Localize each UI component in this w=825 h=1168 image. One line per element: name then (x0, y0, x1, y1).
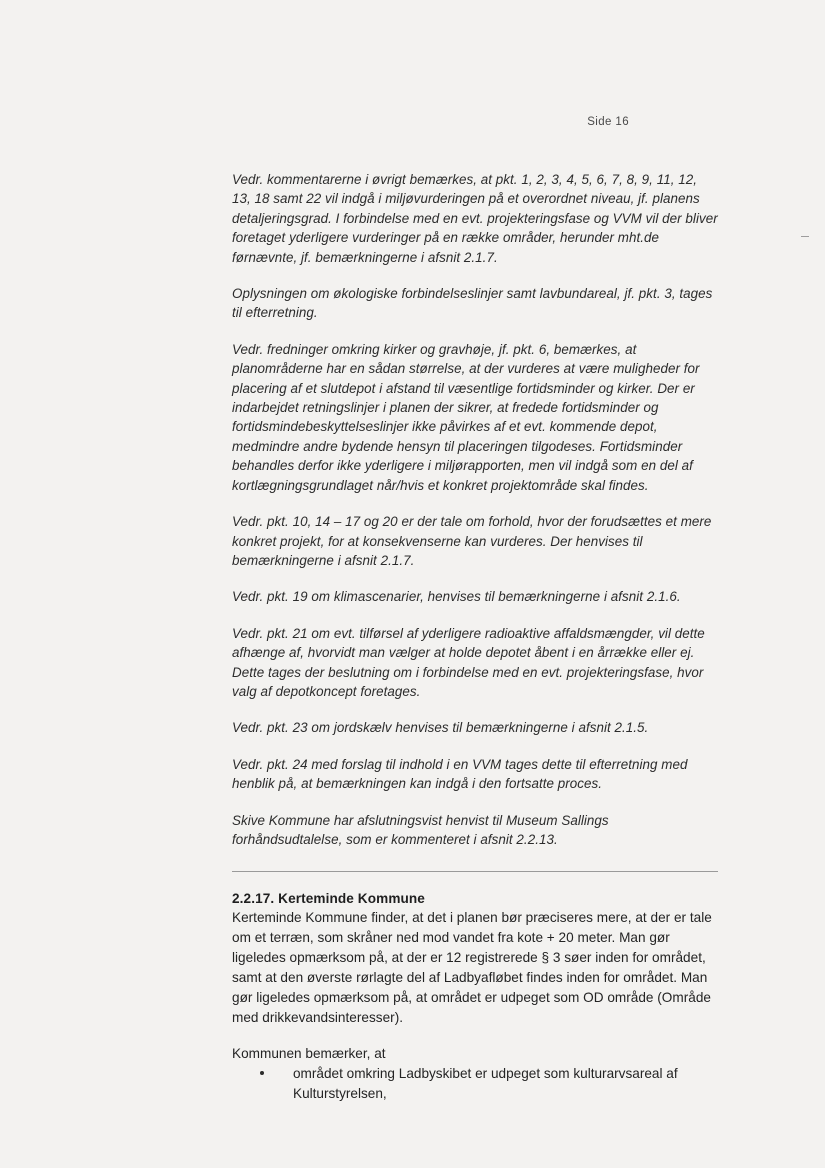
page-number: Side 16 (587, 116, 629, 128)
paragraph-italic-2: Oplysningen om økologiske forbindelseslinjer samt lavbundareal, jf. pkt. 3, tages til efterretning. (232, 286, 713, 321)
section-divider (232, 871, 718, 872)
paragraph-italic-9: Skive Kommune har afslutningsvist henvist til Museum Sallings forhåndsudtalelse, som er kommenteret i afsnit 2.2.13. (232, 812, 609, 847)
paragraph-italic-3: Vedr. fredninger omkring kirker og gravhøje, jf. pkt. 6, bemærkes, at planområderne har en sådan størrelse, at der vurderes at være muligheder for placering af et slutdepot i afstand til væsentlige fortidsminder og kirker. Der er indarbejdet retningslinjer i planen der sikrer, at fredede fortidsminder og fortidsmindebeskyttelseslinjer ikke påvirkes af et evt. kommende depot, medmindre andre bydende hensyn til placeringen tilgodeses. Fortidsminder behandles derfor ikke yderligere i miljørapporten, men vil indgå som en del af kortlægningsgrundlaget når/hvis et konkret projektområde skal findes. (232, 341, 700, 493)
edge-mark (801, 236, 809, 237)
list-item-label: området omkring Ladbyskibet er udpeget som kulturarvsareal af Kulturstyrelsen, (293, 1066, 678, 1102)
paragraph-italic-5: Vedr. pkt. 19 om klimascenarier, henvises til bemærkningerne i afsnit 2.1.6. (232, 589, 681, 605)
section-paragraph-2: Kommunen bemærker, at (232, 1046, 386, 1062)
paragraph-italic-7: Vedr. pkt. 23 om jordskælv henvises til bemærkningerne i afsnit 2.1.5. (232, 720, 649, 736)
section-paragraph-1: Kerteminde Kommune finder, at det i planen bør præciseres mere, at der er tale om et terræn, som skråner ned mod vandet fra kote + 20 meter. Man gør ligeledes opmærksom på, at der er 12 registrerede § 3 søer inden for området, samt at den øverste rørlagte del af Ladbyafløbet findes inden for området. Man gør ligeledes opmærksom på, at området er udpeget som OD område (Område med drikkevandsinteresser). (232, 910, 712, 1026)
section-heading: 2.2.17. Kerteminde Kommune (232, 891, 425, 907)
bullet-list (232, 1064, 718, 1104)
list-item (232, 1064, 718, 1104)
paragraph-italic-1: Vedr. kommentarerne i øvrigt bemærkes, at pkt. 1, 2, 3, 4, 5, 6, 7, 8, 9, 11, 12, 13, 18 samt 22 vil indgå i miljøvurderingen på et overordnet niveau, jf. planens detaljeringsgrad. I forbindelse med en evt. projekteringsfase og VVM vil der bliver foretaget yderligere vurderinger på en række områder, herunder mht.de førnævnte, jf. bemærkningerne i afsnit 2.1.7. (232, 172, 718, 265)
paragraph-italic-4: Vedr. pkt. 10, 14 – 17 og 20 er der tale om forhold, hvor der forudsættes et mere konkret projekt, for at konsekvenserne kan vurderes. Der henvises til bemærkningerne i afsnit 2.1.7. (232, 514, 712, 568)
page-content (232, 170, 718, 1108)
bullet-dot-icon (260, 1071, 264, 1075)
paragraph-italic-8: Vedr. pkt. 24 med forslag til indhold i en VVM tages dette til efterretning med henblik på, at bemærkningen kan indgå i den fortsatte proces. (232, 756, 688, 792)
paragraph-italic-6: Vedr. pkt. 21 om evt. tilførsel af yderligere radioaktive affaldsmængder, vil dette afhænge af, hvorvidt man vælger at holde depotet åbent i en årrække eller ej. Dette tages der beslutning om i forbindelse med en evt. projekteringsfase, hvor valg af depotkoncept foretages. (232, 625, 705, 699)
